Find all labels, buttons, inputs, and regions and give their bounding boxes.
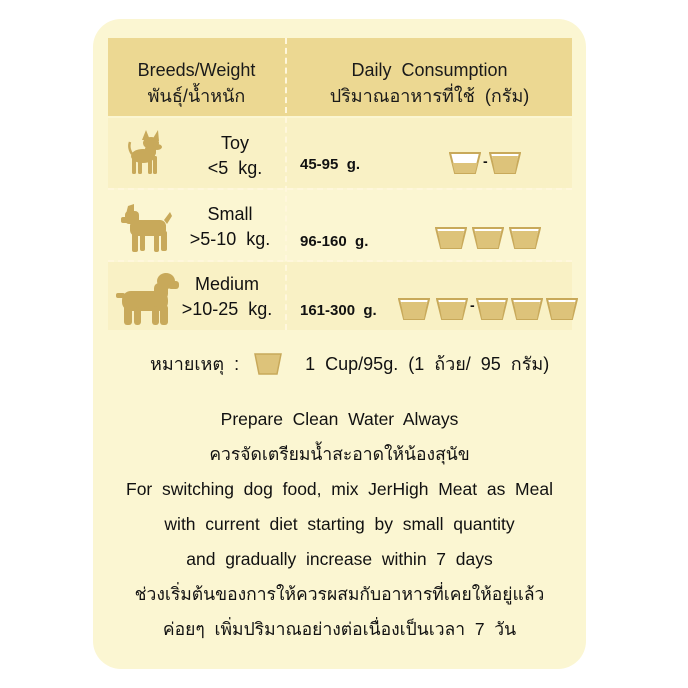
cup-icon	[476, 297, 508, 321]
instruction-line: ช่วงเริ่มต้นของการให้ควรผสมกับอาหารที่เคยให้อยู่แล้ว	[134, 584, 545, 604]
instructions-block	[93, 402, 586, 647]
cup-icon	[472, 226, 504, 250]
breed-name: Toy	[220, 133, 249, 153]
header-consumption-th: ปริมาณอาหารที่ใช้ (กรัม)	[329, 86, 530, 106]
instruction-line: Prepare Clean Water Always	[220, 409, 459, 429]
note-label: หมายเหตุ :	[150, 354, 240, 374]
instruction-line: with current diet starting by small quantity	[164, 514, 515, 534]
instruction-line: ควรจัดเตรียมน้ำสะอาดให้น้องสุนัข	[209, 444, 470, 464]
breed-weight: <5 kg.	[207, 158, 263, 178]
breed-weight: >5-10 kg.	[189, 229, 271, 249]
cup-legend-icon	[254, 353, 282, 375]
instruction-line: and gradually increase within 7 days	[186, 549, 493, 569]
instruction-line: ค่อยๆ เพิ่มปริมาณอย่างต่อเนื่องเป็นเวลา 7 วัน	[162, 619, 517, 639]
range-dash: -	[483, 153, 488, 169]
cup-icon	[511, 297, 543, 321]
header-breed-en: Breeds/Weight	[137, 60, 256, 80]
breed-cell-medium	[172, 272, 282, 322]
terrier-icon	[120, 202, 174, 254]
instruction-line: For switching dog food, mix JerHigh Meat as Meal	[126, 479, 553, 499]
note-text: 1 Cup/95g. (1 ถ้วย/ 95 กรัม)	[305, 354, 550, 374]
breed-weight: >10-25 kg.	[181, 299, 273, 319]
row-divider	[108, 260, 572, 262]
half-cup-icon	[449, 151, 481, 175]
header-breed-cell	[108, 57, 285, 109]
small-dog-icon	[128, 128, 166, 176]
header-consumption-cell	[287, 57, 572, 109]
row-divider	[108, 188, 572, 190]
cup-icon	[435, 226, 467, 250]
amount-toy: 45-95 g.	[300, 156, 361, 173]
header-breed-th: พันธุ์/น้ำหนัก	[147, 86, 246, 106]
breed-name: Medium	[194, 274, 260, 294]
note-line	[150, 349, 549, 378]
cup-icon	[436, 297, 468, 321]
cup-icon	[546, 297, 578, 321]
amount-small: 96-160 g.	[300, 233, 369, 250]
breed-name: Small	[207, 204, 253, 224]
cup-icon	[489, 151, 521, 175]
header-consumption-en: Daily Consumption	[351, 60, 508, 80]
cup-icon	[398, 297, 430, 321]
breed-cell-small	[180, 202, 280, 252]
amount-medium: 161-300 g.	[300, 302, 377, 319]
large-dog-icon	[114, 271, 180, 327]
cup-icon	[509, 226, 541, 250]
breed-cell-toy	[190, 131, 280, 181]
range-dash: -	[470, 297, 475, 313]
